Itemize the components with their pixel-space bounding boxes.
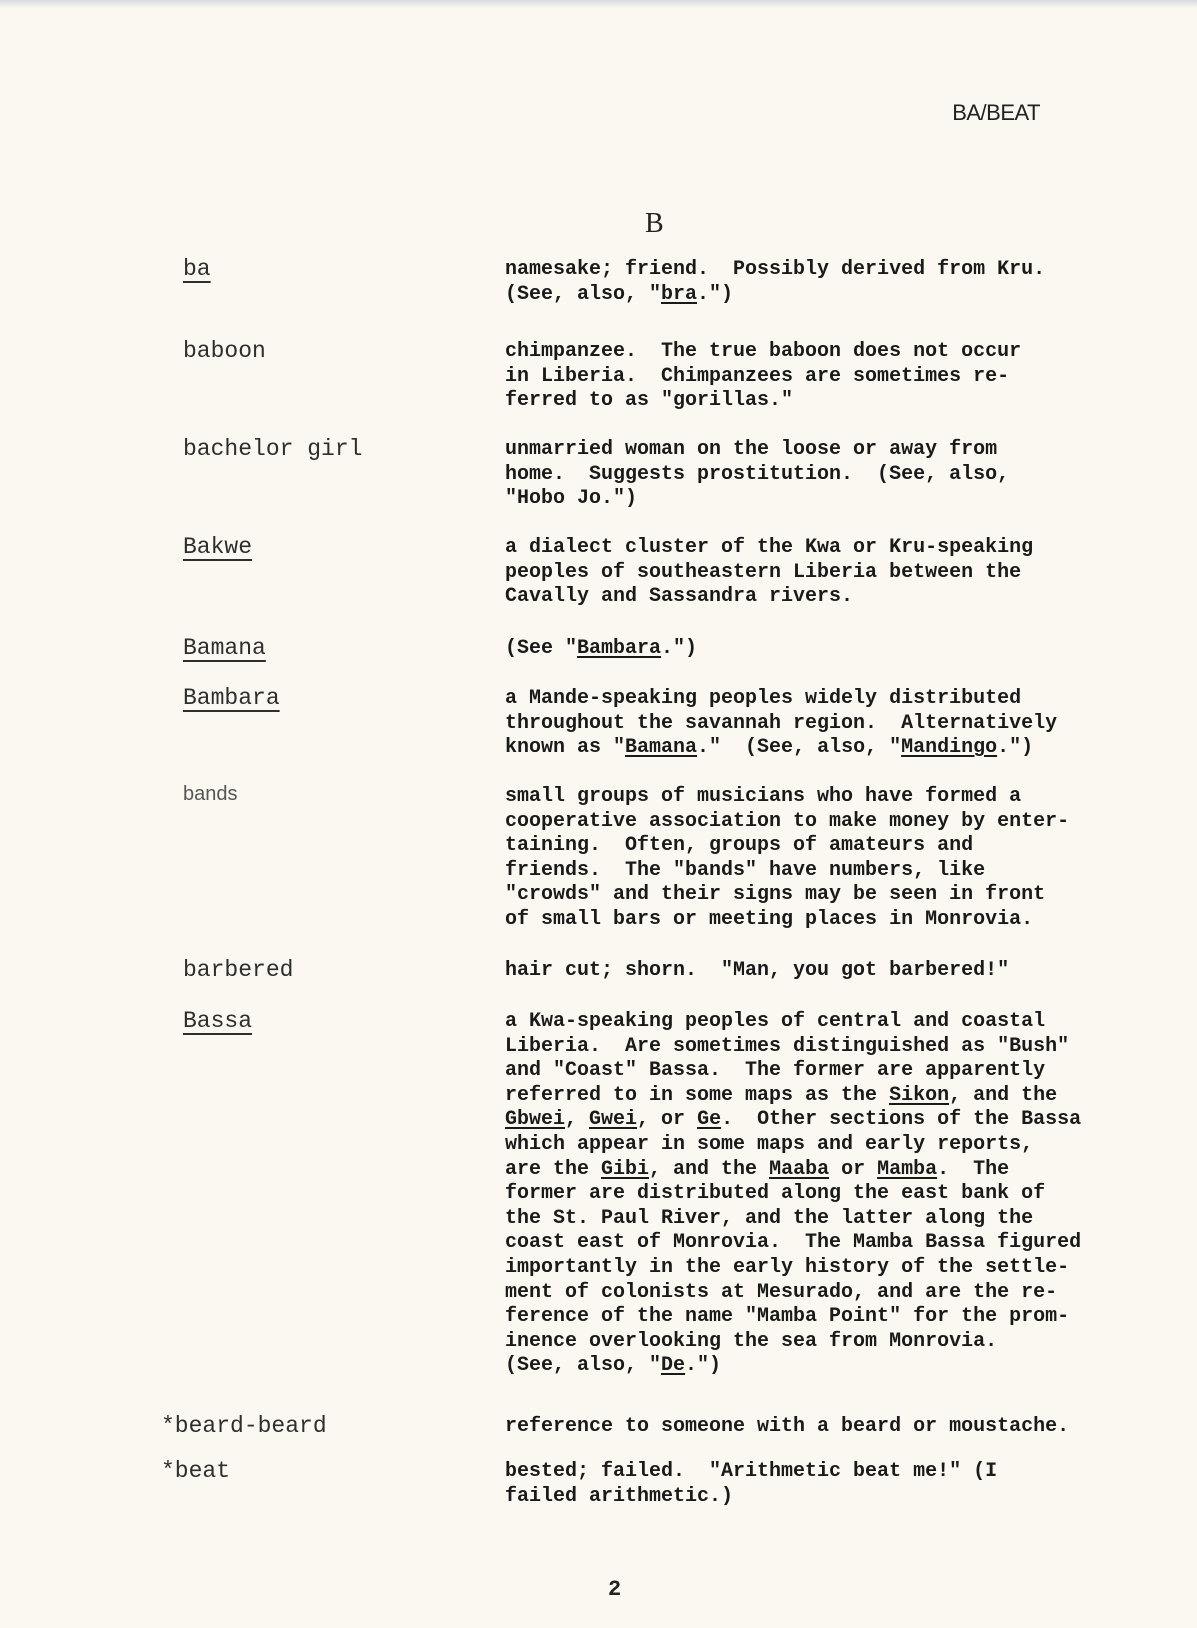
entry-term: *beat — [161, 1458, 231, 1484]
section-letter: B — [645, 208, 664, 239]
entry-definition: bested; failed. "Arithmetic beat me!" (I failed arithmetic.) — [505, 1460, 998, 1508]
page-number: 2 — [608, 1577, 622, 1602]
entry-term: Bakwe — [183, 534, 253, 560]
entry-term: baboon — [183, 338, 266, 364]
entry-definition: a Kwa-speaking peoples of central and coastal Liberia. Are sometimes distinguished as "Bush" and "Coast" Bassa. The former are apparently referred to in some maps as the Sikon, and the Gbwei, Gwei, or Ge. Other sections of the Bassa which appear in some maps and early reports, are the Gibi, and the Maaba or Mamba. The former are distributed along the east bank of the St. Paul River, and the latter along the coast east of Monrovia. The Mamba Bassa figured importantly in the early history of the settle- ment of colonists at Mesurado, and are the re- ference of the name "Mamba Point" for the prom- inence overlooking the sea from Monrovia. (See, also, "De.") — [505, 1010, 1082, 1378]
entry-term: barbered — [183, 957, 294, 983]
entry-term: ba — [183, 256, 211, 282]
entry-term: bands — [183, 783, 238, 805]
entry-definition: hair cut; shorn. "Man, you got barbered!" — [505, 959, 1010, 982]
entry-term: Bassa — [183, 1008, 253, 1034]
scan-edge — [0, 0, 1197, 8]
running-head: BA/BEAT — [952, 100, 1040, 125]
entry-term: Bambara — [183, 685, 280, 711]
entry-definition: namesake; friend. Possibly derived from Kru. (See, also, "bra.") — [505, 258, 1046, 306]
entry-term: Bamana — [183, 635, 266, 661]
entry-definition: unmarried woman on the loose or away from home. Suggests prostitution. (See, also, "Hobo Jo.") — [505, 438, 1010, 511]
entry-term: bachelor girl — [183, 436, 363, 462]
entry-definition: reference to someone with a beard or moustache. — [505, 1415, 1070, 1438]
entry-definition: (See "Bambara.") — [505, 637, 698, 660]
entry-definition: a dialect cluster of the Kwa or Kru-speaking peoples of southeastern Liberia between the Cavally and Sassandra rivers. — [505, 536, 1034, 609]
entry-definition: a Mande-speaking peoples widely distributed throughout the savannah region. Alternatively known as "Bamana." (See, also, "Mandingo.") — [505, 687, 1058, 760]
entry-definition: small groups of musicians who have formed a cooperative association to make money by enter- taining. Often, groups of amateurs and friends. The "bands" have numbers, like "crowds" and their signs may be seen in front of small bars or meeting places in Monrovia. — [505, 785, 1070, 931]
entry-term: *beard-beard — [161, 1413, 327, 1439]
entry-definition: chimpanzee. The true baboon does not occur in Liberia. Chimpanzees are sometimes re- ferred to as "gorillas." — [505, 340, 1022, 413]
